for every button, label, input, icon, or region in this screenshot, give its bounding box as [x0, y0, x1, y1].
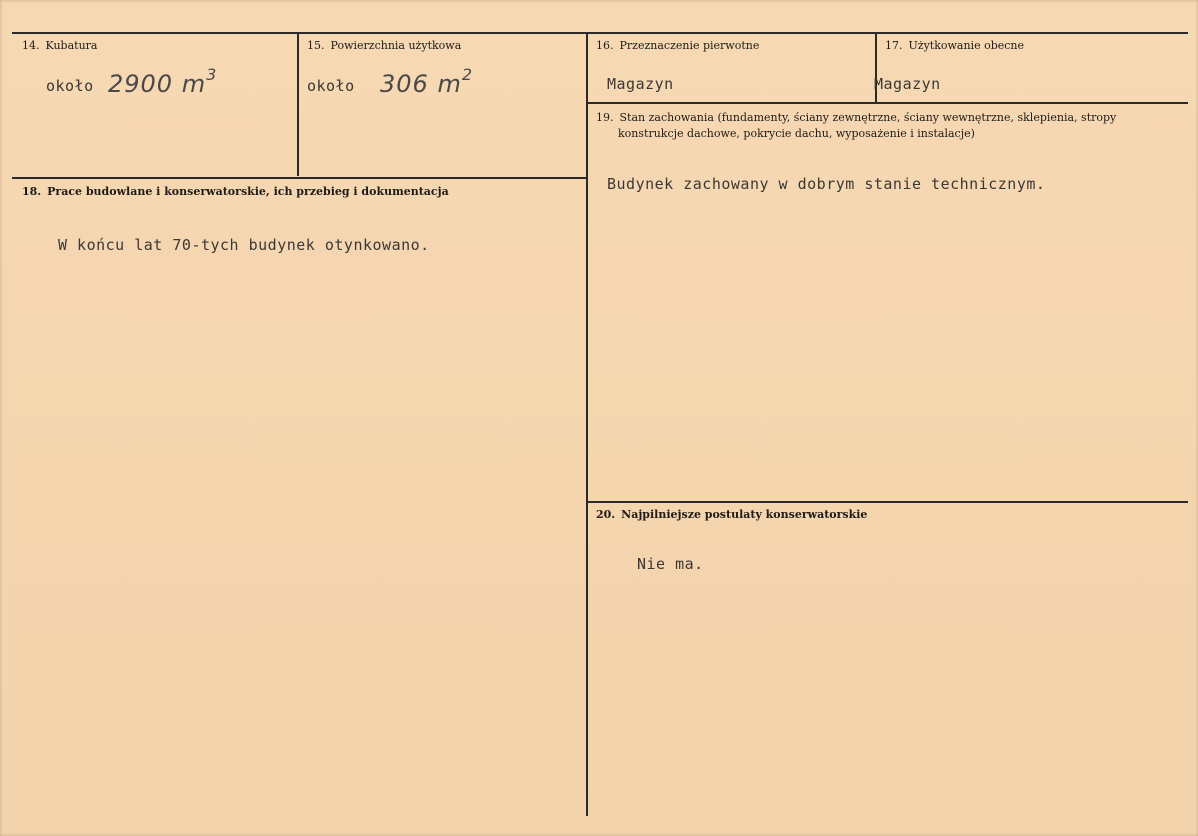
field-19-value: Budynek zachowany w dobrym stanie technicznym.: [607, 175, 1046, 193]
field-14-unit: m: [181, 70, 207, 98]
field-19-label: [596, 110, 1160, 142]
divider-row-16-19: [588, 102, 1188, 104]
field-20-title: Najpilniejsze postulaty konserwatorskie: [621, 508, 868, 521]
field-19-title-line2: konstrukcje dachowe, pokrycie dachu, wyposażenie i instalacje): [618, 127, 975, 140]
field-20-value: Nie ma.: [637, 555, 704, 573]
field-15-number: 15.: [307, 39, 325, 52]
field-14-number-value: 2900: [108, 70, 174, 98]
field-14-prefix: około: [46, 77, 94, 95]
field-18-title: Prace budowlane i konserwatorskie, ich przebieg i dokumentacja: [47, 185, 449, 198]
field-15-label: [307, 38, 461, 53]
field-16-title: Przeznaczenie pierwotne: [619, 39, 760, 52]
field-17-label: [885, 38, 1024, 53]
field-15-value: [380, 65, 474, 98]
field-16-value: Magazyn: [607, 75, 674, 93]
field-18-label: [22, 184, 449, 199]
field-15-prefix: około: [307, 77, 355, 95]
field-14-title: Kubatura: [45, 39, 98, 52]
field-20-label: [596, 507, 867, 522]
field-18-value: W końcu lat 70-tych budynek otynkowano.: [58, 236, 430, 254]
divider-row-14-18: [12, 177, 586, 179]
field-15-unit: m: [437, 70, 462, 98]
field-15-unit-exponent: 2: [461, 65, 474, 84]
field-16-number: 16.: [596, 39, 614, 52]
field-20-number: 20.: [596, 508, 616, 521]
field-19-number: 19.: [596, 111, 614, 124]
field-19-title-line1: Stan zachowania (fundamenty, ściany zewnętrzne, ściany wewnętrzne, sklepienia, stropy: [619, 111, 1117, 124]
top-border: [12, 32, 1188, 34]
field-14-label: [22, 38, 97, 53]
field-18-number: 18.: [22, 185, 42, 198]
field-15-title: Powierzchnia użytkowa: [330, 39, 462, 52]
field-17-number: 17.: [885, 39, 903, 52]
field-14-unit-exponent: 3: [206, 65, 218, 84]
field-14-number: 14.: [22, 39, 40, 52]
divider-row-19-20: [588, 501, 1188, 503]
field-15-number-value: 306: [380, 70, 429, 98]
center-divider: [586, 34, 588, 816]
field-17-title: Użytkowanie obecne: [908, 39, 1024, 52]
field-14-value: [108, 65, 218, 98]
divider-14-15: [297, 34, 299, 176]
field-16-label: [596, 38, 759, 53]
field-17-value: Magazyn: [874, 75, 941, 93]
